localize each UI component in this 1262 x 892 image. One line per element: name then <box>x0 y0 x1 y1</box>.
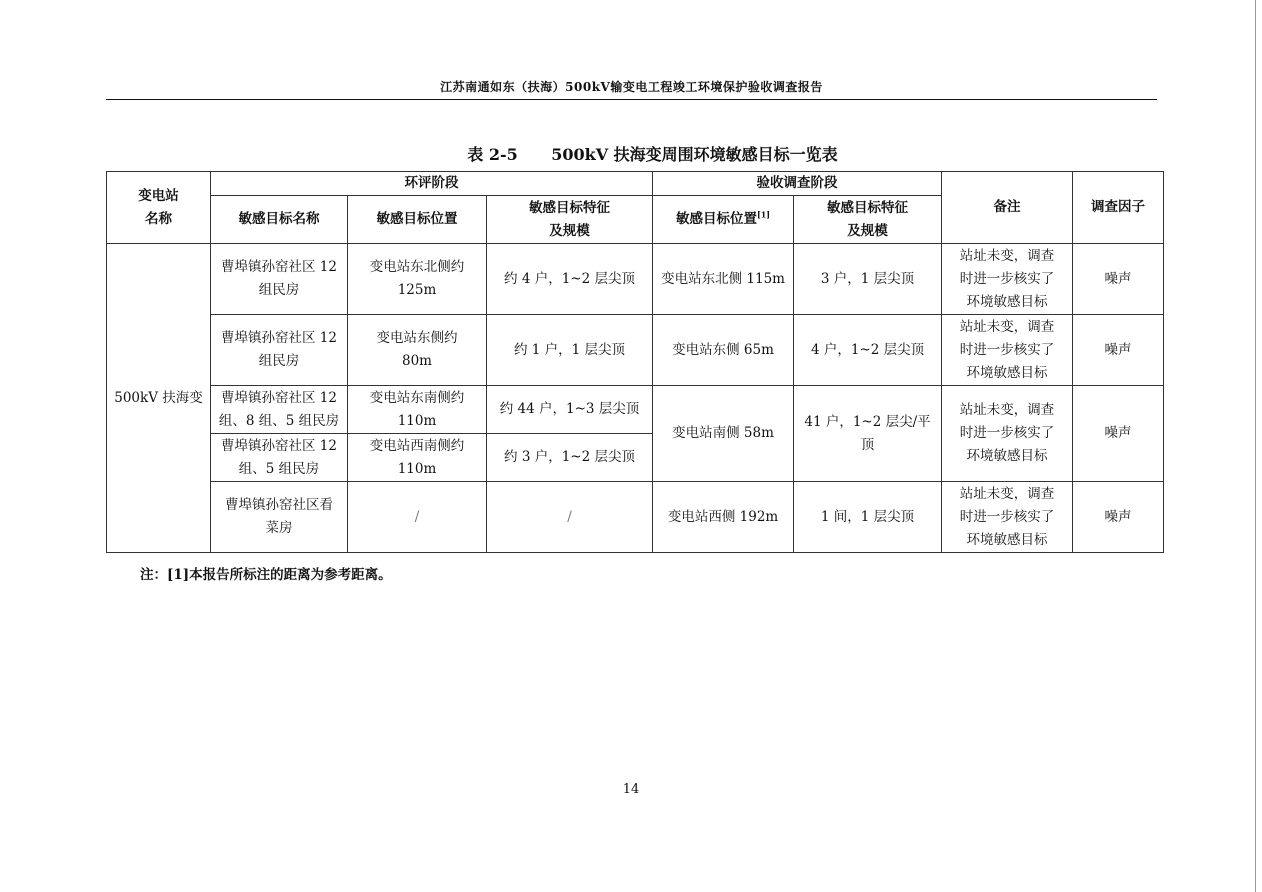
target-position-cell <box>348 244 487 315</box>
target-name-cell <box>211 434 348 482</box>
caption-title: 500kV 扶海变周围环境敏感目标一览表 <box>551 145 838 164</box>
acc-position-cell: 变电站南侧 58m <box>653 386 794 482</box>
target-name-l1: 曹埠镇孙窑社区 12 <box>221 437 337 454</box>
acc-position-cell: 变电站西侧 192m <box>653 482 794 553</box>
header-station <box>107 172 211 244</box>
target-position-cell <box>348 315 487 386</box>
target-name-l2: 组、5 组民房 <box>238 460 320 477</box>
table-row <box>107 386 1164 434</box>
target-position-cell <box>348 386 487 434</box>
remark-l1: 站址未变，调查 <box>959 402 1055 418</box>
header-target-position: 敏感目标位置 <box>348 196 487 244</box>
target-position-l2: 80m <box>402 353 432 369</box>
remark-l3: 环境敏感目标 <box>966 531 1048 548</box>
target-name-cell <box>211 244 348 315</box>
acc-feature-cell: 4 户，1~2 层尖顶 <box>794 315 942 386</box>
target-position-l1: 变电站东北侧约 <box>369 259 465 275</box>
acc-position-cell: 变电站东北侧 115m <box>653 244 794 315</box>
caption-number: 表 2-5 <box>467 145 518 164</box>
table-row <box>107 244 1164 315</box>
remark-cell <box>942 482 1073 553</box>
remark-l2: 时进一步核实了 <box>959 508 1055 525</box>
target-position-cell: / <box>348 482 487 553</box>
acc-feature-cell <box>794 386 942 482</box>
target-position-l1: 变电站东侧约 <box>376 330 458 346</box>
header-target-feature <box>487 196 653 244</box>
factor-cell: 噪声 <box>1073 482 1164 553</box>
target-position-l1: 变电站东南侧约 <box>369 389 465 406</box>
target-position-l2: 110m <box>397 460 437 477</box>
target-name-cell <box>211 482 348 553</box>
page-right-border <box>1255 0 1256 892</box>
header-factor: 调查因子 <box>1073 172 1164 244</box>
target-position-cell <box>348 434 487 482</box>
remark-l2: 时进一步核实了 <box>959 425 1055 441</box>
header-target-feature-l2: 及规模 <box>549 222 590 239</box>
acc-feature-l1: 41 户，1~2 层尖/平 <box>804 413 931 430</box>
target-name-cell <box>211 386 348 434</box>
target-name-l1: 曹埠镇孙窑社区 12 <box>221 330 337 346</box>
target-name-l2: 菜房 <box>265 520 293 536</box>
target-position-l2: 125m <box>397 282 437 298</box>
header-target-name: 敏感目标名称 <box>211 196 348 244</box>
target-name-l2: 组、8 组、5 组民房 <box>218 412 340 429</box>
header-eia-stage: 环评阶段 <box>211 172 653 196</box>
target-name-l1: 曹埠镇孙窑社区看 <box>225 497 333 513</box>
target-feature-cell: 约 1 户，1 层尖顶 <box>487 315 653 386</box>
header-remark: 备注 <box>942 172 1073 244</box>
target-name-l2: 组民房 <box>258 353 300 369</box>
running-header: 江苏南通如东（扶海）500kV输变电工程竣工环境保护验收调查报告 <box>440 80 823 94</box>
remark-l3: 环境敏感目标 <box>966 293 1048 310</box>
table-caption <box>106 142 1199 165</box>
sensitive-targets-table <box>106 171 1164 553</box>
station-name-cell: 500kV 扶海变 <box>107 244 211 553</box>
table-row <box>107 482 1164 553</box>
table-footnote: 注：[1]本报告所标注的距离为参考距离。 <box>140 567 392 583</box>
target-name-l1: 曹埠镇孙窑社区 12 <box>221 389 337 406</box>
header-acceptance-stage: 验收调查阶段 <box>653 172 942 196</box>
target-position-l2: 110m <box>397 412 437 429</box>
header-acc-feature-l1: 敏感目标特征 <box>827 199 909 216</box>
target-name-l1: 曹埠镇孙窑社区 12 <box>221 259 337 275</box>
table-row <box>107 315 1164 386</box>
acc-feature-cell: 1 间，1 层尖顶 <box>794 482 942 553</box>
header-acc-feature <box>794 196 942 244</box>
target-name-cell <box>211 315 348 386</box>
header-station-l2: 名称 <box>145 210 172 227</box>
target-name-l2: 组民房 <box>258 282 300 298</box>
remark-l1: 站址未变，调查 <box>959 318 1055 335</box>
remark-l1: 站址未变，调查 <box>959 247 1055 264</box>
header-acc-position <box>653 196 794 244</box>
factor-cell: 噪声 <box>1073 315 1164 386</box>
header-acc-position-text: 敏感目标位置 <box>675 211 757 227</box>
factor-cell: 噪声 <box>1073 386 1164 482</box>
header-station-l1: 变电站 <box>138 187 179 204</box>
remark-cell <box>942 244 1073 315</box>
header-row-1 <box>107 172 1164 196</box>
factor-cell: 噪声 <box>1073 244 1164 315</box>
page-number: 14 <box>622 782 640 797</box>
footnote-ref: [1] <box>756 209 771 220</box>
remark-l2: 时进一步核实了 <box>959 270 1055 287</box>
remark-l3: 环境敏感目标 <box>966 448 1048 464</box>
target-feature-cell: 约 44 户，1~3 层尖顶 <box>487 386 653 434</box>
header-rule <box>106 99 1157 100</box>
remark-cell <box>942 386 1073 482</box>
remark-l2: 时进一步核实了 <box>959 341 1055 358</box>
remark-l3: 环境敏感目标 <box>966 364 1048 381</box>
remark-cell <box>942 315 1073 386</box>
target-position-l1: 变电站西南侧约 <box>369 437 465 454</box>
remark-l1: 站址未变，调查 <box>959 485 1055 502</box>
header-target-feature-l1: 敏感目标特征 <box>529 199 611 216</box>
header-acc-feature-l2: 及规模 <box>847 222 888 239</box>
target-feature-cell: / <box>487 482 653 553</box>
target-feature-cell: 约 3 户，1~2 层尖顶 <box>487 434 653 482</box>
acc-feature-cell: 3 户，1 层尖顶 <box>794 244 942 315</box>
acc-feature-l2: 顶 <box>860 436 875 453</box>
acc-position-cell: 变电站东侧 65m <box>653 315 794 386</box>
target-feature-cell: 约 4 户，1~2 层尖顶 <box>487 244 653 315</box>
